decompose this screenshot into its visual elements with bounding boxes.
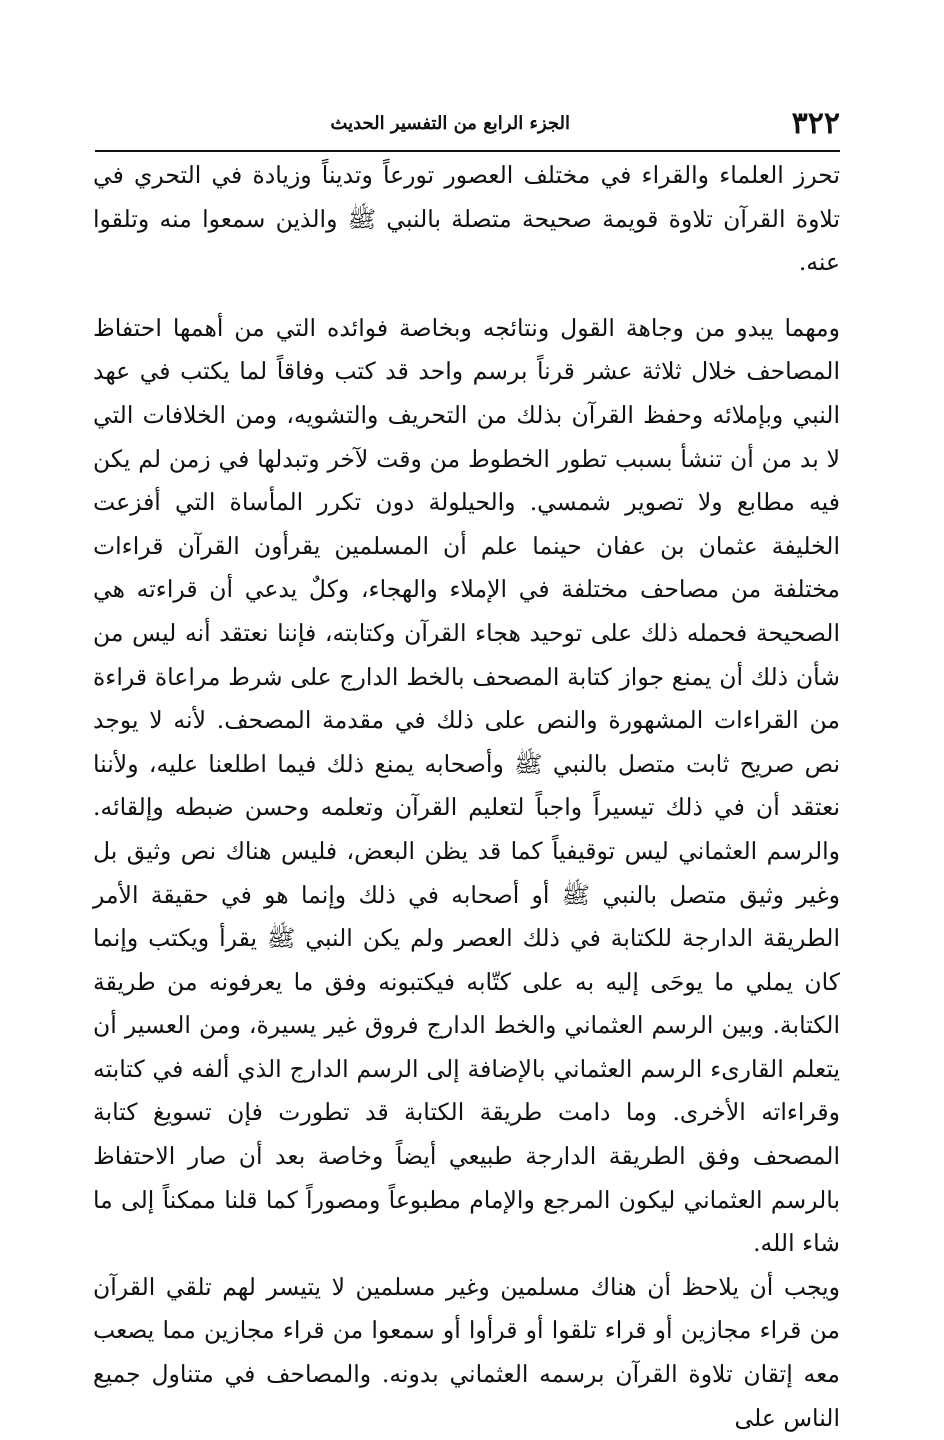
paragraph-1: تحرز العلماء والقراء في مختلف العصور تورعاً وتديناً وزيادة في التحري في تلاوة القرآن تلاوة قويمة صحيحة متصلة بالنبي ﷺ والذين سمعوا منه وتلقوا عنه.: [93, 161, 840, 277]
paragraph-3: ويجب أن يلاحظ أن هناك مسلمين وغير مسلمين لا يتيسر لهم تلقي القرآن من قراء مجازين أو قراء تلقوا أو قرأوا أو سمعوا من قراء مجازين مما يصعب معه إتقان تلاوة القرآن برسمه العثماني بدونه. والمصاحف في متناول جميع الناس على: [93, 1272, 840, 1432]
paragraph-2: ومهما يبدو من وجاهة القول ونتائجه وبخاصة فوائده التي من أهمها احتفاظ المصاحف خلال ثلاثة عشر قرناً برسم واحد قد كتب وفاقاً لما يكتب في عهد النبي وبإملائه وحفظ القرآن بذلك من التحريف والتشويه، ومن الخلافات التي لا بد من أن تنشأ بسبب تطور الخطوط من وقت لآخر وتبدلها في زمن لم يكن فيه مطابع ولا تصوير شمسي. والحيلولة دون تكرر المأساة التي أفزعت الخليفة عثمان بن عفان حينما علم أن المسلمين يقرأون القرآن قراءات مختلفة من مصاحف مختلفة في الإملاء والهجاء، وكلٌ يدعي أن قراءته هي الصحيحة فحمله ذلك على توحيد هجاء القرآن وكتابته، فإننا نعتقد أنه ليس من شأن ذلك أن يمنع جواز كتابة المصحف بالخط الدارج على شرط مراعاة قراءة من القراءات المشهورة والنص على ذلك في مقدمة المصحف. لأنه لا يوجد نص صريح ثابت متصل بالنبي ﷺ وأصحابه يمنع ذلك فيما اطلعنا عليه، ولأننا نعتقد أن في ذلك تيسيراً واجباً لتعليم القرآن وتعلمه وحسن ضبطه وإلقائه. والرسم العثماني ليس توقيفياً كما قد يظن البعض، فليس هناك نص وثيق بل وغير وثيق متصل بالنبي ﷺ أو أصحابه في ذلك وإنما هو في حقيقة الأمر الطريقة الدارجة للكتابة في ذلك العصر ولم يكن النبي ﷺ يقرأ ويكتب وإنما كان يملي ما يوحَى إليه به على كتّابه فيكتبونه وفق ما يعرفونه من طريقة الكتابة. وبين الرسم العثماني والخط الدارج فروق غير يسيرة، ومن العسير أن يتعلم القارىء الرسم العثماني بالإضافة إلى الرسم الدارج الذي ألفه في كتابته وقراءاته الأخرى. وما دامت طريقة الكتابة قد تطورت فإن تسويغ كتابة المصحف وفق الطريقة الدارجة طبيعي أيضاً وخاصة بعد أن صار الاحتفاظ بالرسم العثماني ليكون المرجع والإمام مطبوعاً ومصوراً كما قلنا ممكناً إلى ما شاء الله.: [93, 313, 841, 1258]
paragraph-spacer: [93, 285, 840, 307]
page-number: ٣٢٢: [791, 106, 840, 141]
running-header: [95, 104, 840, 146]
page-body: [93, 154, 840, 1440]
running-title: الجزء الرابع من التفسير الحديث: [330, 113, 570, 134]
header-divider: [95, 150, 840, 152]
